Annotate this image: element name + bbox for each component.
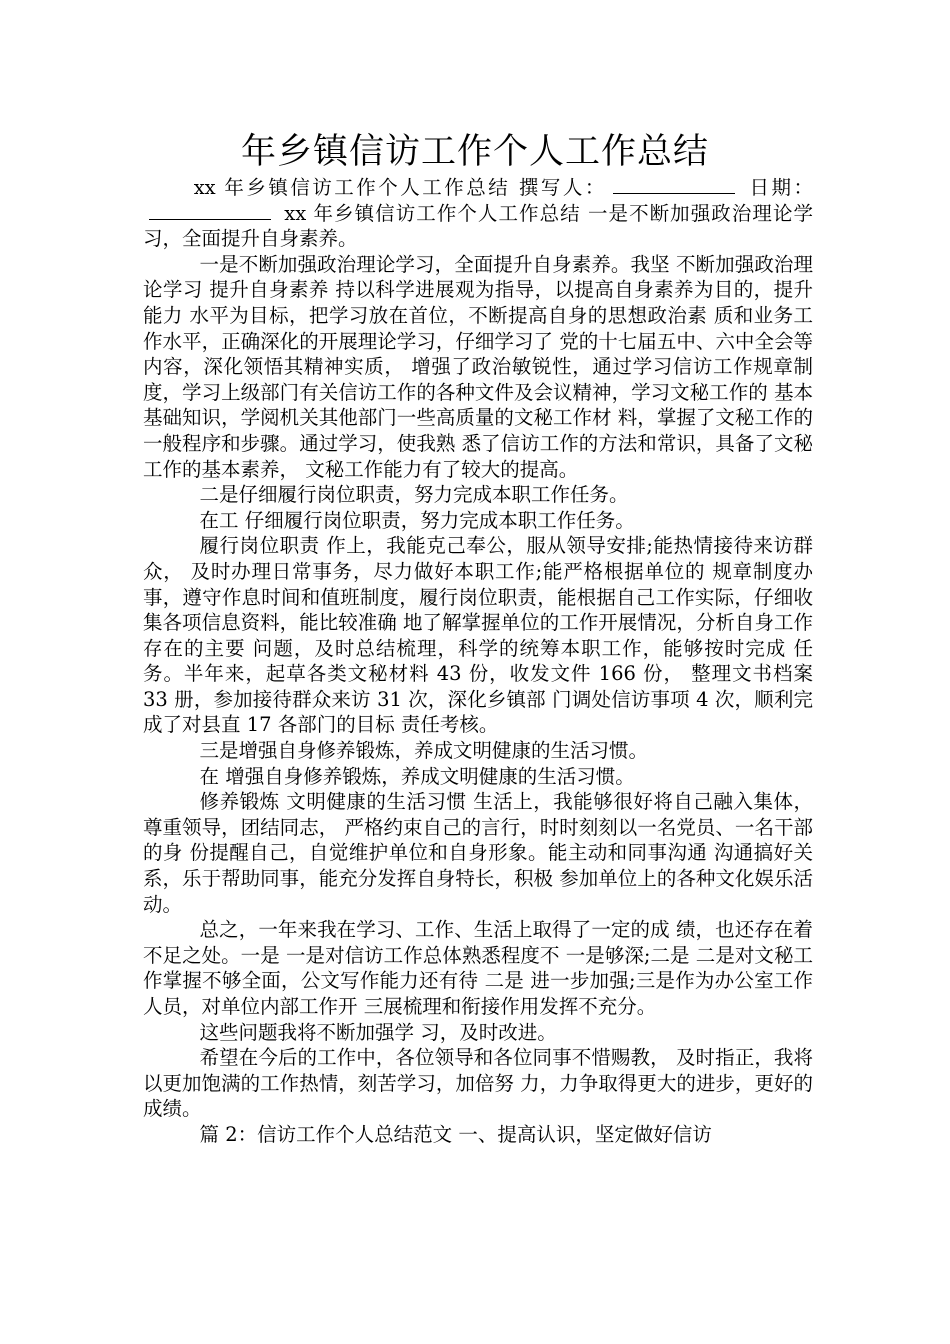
intro-date-label: 日期： <box>740 176 813 199</box>
date-blank-line <box>149 203 271 220</box>
paragraph: 三是增强自身修养锻炼，养成文明健康的生活习惯。 <box>199 739 649 763</box>
author-blank-line <box>613 177 735 194</box>
paragraph: 二是仔细履行岗位职责，努力完成本职工作任务。 <box>199 483 629 507</box>
paragraph: 一是不断加强政治理论学习，全面提升自身素养。我坚 不断加强政治理论学习 提升自身素养 持以科学进展观为指导，以提高自身素养为目的，提升能力 水平为目标，把学习放在首位，不断提高自身的思想政治素 质和业务工作水平，正确深化的开展理论学习，仔细学习了 党的十七届五中、六中全会等内容，深化领悟其精神实质， 增强了政治敏锐性，通过学习信访工作规章制度，学习上级部门有关信访工作的各种文件及会议精神，学习文秘工作的 基本基础知识，学阅机关其他部门一些高质量的文秘工作材 料，掌握了文秘工作的一般程序和步骤。通过学习，使我熟 悉了信访工作的方法和常识，具备了文秘工作的基本素养， 文秘工作能力有了较大的提高。 <box>143 252 813 481</box>
intro-continuation: xx 年乡镇信访工作个人工作总结 一是不断加强政治理论学习，全面提升自身素养。 <box>143 201 813 251</box>
document-body <box>143 175 813 1148</box>
paragraph: 修养锻炼 文明健康的生活习惯 生活上，我能够很好将自己融入集体，尊重领导，团结同志， 严格约束自己的言行，时时刻刻以一名党员、一名干部的身 份提醒自己，自觉维护单位和自身形象。能主动和同事沟通 沟通搞好关系，乐于帮助同事，能充分发挥自身特长，积极 参加单位上的各种文化娱乐活动。 <box>143 790 813 916</box>
document-title: 年乡镇信访工作个人工作总结 <box>240 132 709 172</box>
paragraph: 总之，一年来我在学习、工作、生活上取得了一定的成 绩，也还存在着不足之处。一是 一是对信访工作总体熟悉程度不 一是够深;二是 二是对文秘工作掌握不够全面，公文写作能力还有待 二是 进一步加强;三是作为办公室工作人员，对单位内部工作开 三展梳理和衔接作用发挥不充分。 <box>143 918 813 1018</box>
paragraph: 篇 2：信访工作个人总结范文 一、提高认识，坚定做好信访 <box>199 1122 712 1146</box>
paragraph: 履行岗位职责 作上，我能克己奉公，服从领导安排;能热情接待来访群众， 及时办理日常事务，尽力做好本职工作;能严格根据单位的 规章制度办事，遵守作息时间和值班制度，履行岗位职责，能根据自己工作实际，仔细收集各项信息资料，能比较准确 地了解掌握单位的工作开展情况，分析自身工作存在的主要 问题，及时总结梳理，科学的统筹本职工作，能够按时完成 任务。半年来，起草各类文秘材料 43 份，收发文件 166 份， 整理文书档案 33 册，参加接待群众来访 31 次，深化乡镇部 门调处信访事项 4 次，顺利完成了对县直 17 各部门的目标 责任考核。 <box>143 534 813 737</box>
paragraph: 在 增强自身修养锻炼，养成文明健康的生活习惯。 <box>199 764 635 788</box>
intro-paragraph <box>143 175 813 252</box>
paragraph: 这些问题我将不断加强学 习，及时改进。 <box>199 1020 557 1044</box>
paragraph: 在工 仔细履行岗位职责，努力完成本职工作任务。 <box>199 508 635 532</box>
intro-author-label: xx 年乡镇信访工作个人工作总结 撰写人： <box>193 176 607 199</box>
paragraph: 希望在今后的工作中，各位领导和各位同事不惜赐教， 及时指正，我将以更加饱满的工作热情，刻苦学习，加倍努 力，力争取得更大的进步，更好的成绩。 <box>143 1046 813 1121</box>
